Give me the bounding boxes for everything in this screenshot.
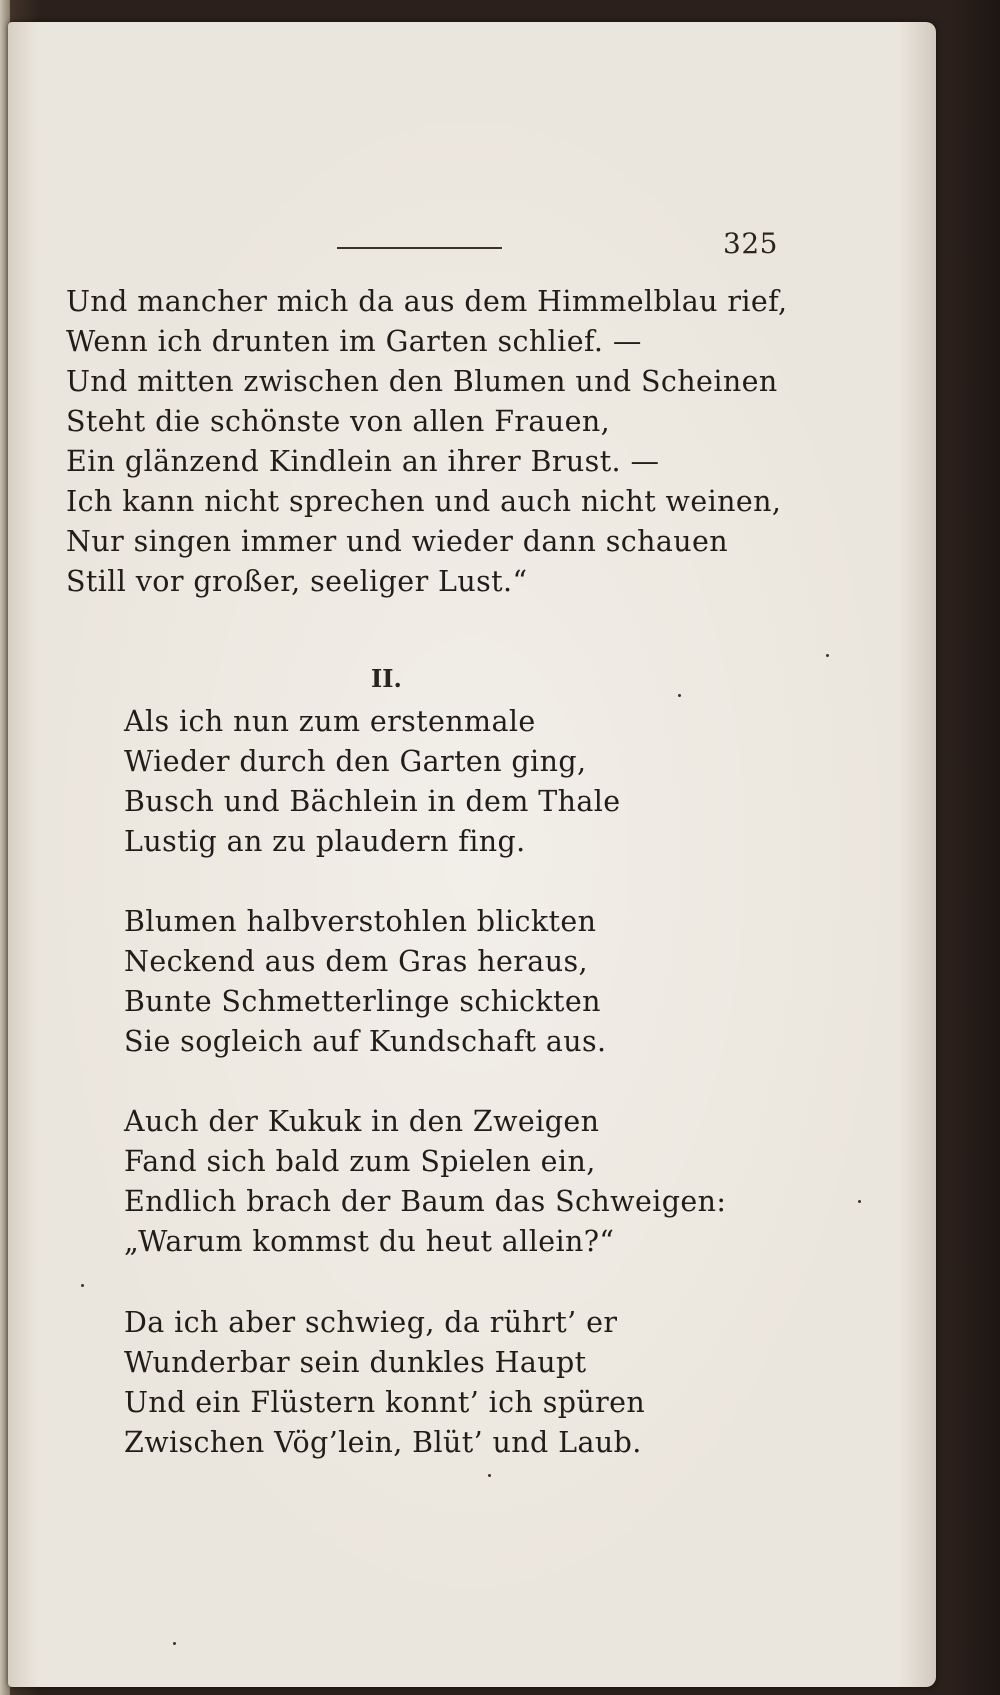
verse-line: Zwischen Vög’lein, Blüt’ und Laub. — [124, 1426, 642, 1459]
verse-line: Sie sogleich auf Kundschaft aus. — [124, 1025, 607, 1058]
verse-line: Ich kann nicht sprechen und auch nicht weinen, — [66, 485, 782, 518]
book-page — [8, 22, 936, 1687]
verse-line: Lustig an zu plaudern fing. — [124, 825, 526, 858]
ink-speck — [826, 654, 829, 657]
verse-line: Steht die schönste von allen Frauen, — [66, 405, 611, 438]
verse-line: Still vor großer, seeliger Lust.“ — [66, 565, 528, 598]
ink-speck — [678, 694, 681, 697]
verse-line: Wunderbar sein dunkles Haupt — [124, 1346, 587, 1379]
verse-line: Blumen halbverstohlen blickten — [124, 905, 597, 938]
verse-line: Wenn ich drunten im Garten schlief. — — [66, 325, 642, 358]
ink-speck — [858, 1200, 861, 1203]
verse-line: Bunte Schmetterlinge schickten — [124, 985, 601, 1018]
verse-line: Und ein Flüstern konnt’ ich spüren — [124, 1386, 646, 1419]
verse-line: Fand sich bald zum Spielen ein, — [124, 1145, 596, 1178]
ink-speck — [488, 1474, 491, 1477]
ink-speck — [173, 1642, 176, 1645]
header-rule — [337, 247, 502, 249]
stanza-5 — [124, 1303, 645, 1463]
stanza-3 — [124, 902, 606, 1062]
section-numeral: II. — [371, 664, 402, 693]
verse-line: Endlich brach der Baum das Schweigen: — [124, 1185, 727, 1218]
stanza-2 — [124, 702, 621, 862]
stanza-4 — [124, 1102, 726, 1262]
verse-line: Busch und Bächlein in dem Thale — [124, 785, 621, 818]
verse-line: Da ich aber schwieg, da rührt’ er — [124, 1306, 618, 1339]
verse-line: „Warum kommst du heut allein?“ — [124, 1225, 615, 1258]
stanza-1 — [66, 282, 788, 602]
verse-line: Wieder durch den Garten ging, — [124, 745, 587, 778]
verse-line: Ein glänzend Kindlein an ihrer Brust. — — [66, 445, 660, 478]
verse-line: Und mitten zwischen den Blumen und Scheinen — [66, 365, 778, 398]
verse-line: Neckend aus dem Gras heraus, — [124, 945, 588, 978]
verse-line: Nur singen immer und wieder dann schauen — [66, 525, 729, 558]
page-number: 325 — [723, 227, 778, 260]
verse-line: Als ich nun zum erstenmale — [124, 705, 536, 738]
verse-line: Und mancher mich da aus dem Himmelblau rief, — [66, 285, 788, 318]
verse-line: Auch der Kukuk in den Zweigen — [124, 1105, 600, 1138]
ink-speck — [81, 1284, 84, 1287]
